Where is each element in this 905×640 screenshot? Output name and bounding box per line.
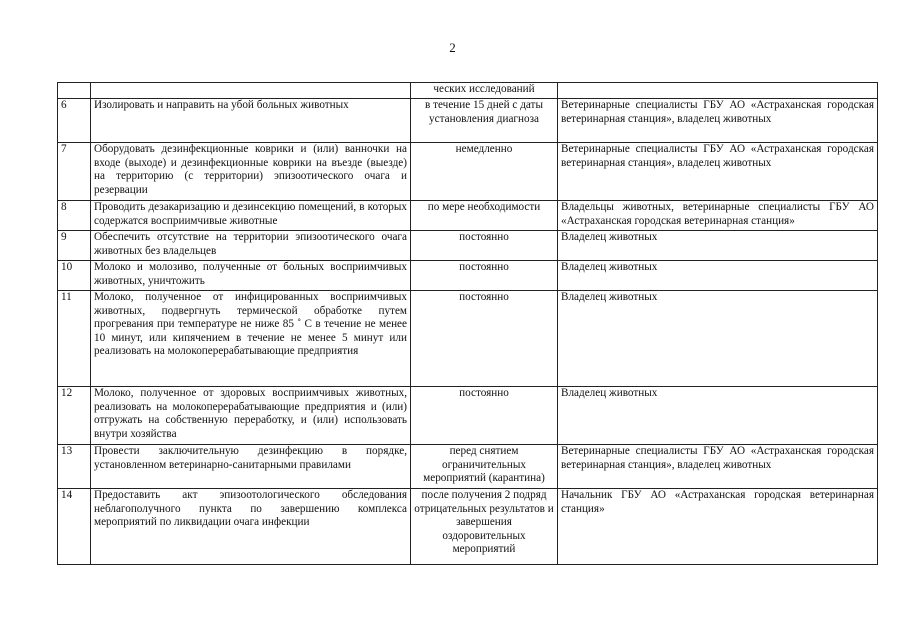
row-number: 9: [58, 231, 91, 261]
row-responsible: Ветеринарные специалисты ГБУ АО «Астраханская городская ветеринарная станция», владелец животных: [558, 99, 878, 143]
row-action: Молоко и молозиво, полученные от больных восприимчивых животных, уничтожить: [91, 261, 411, 291]
row-action: [91, 83, 411, 99]
row-term: постоянно: [411, 231, 558, 261]
row-responsible: Владелец животных: [558, 387, 878, 445]
row-number: 13: [58, 445, 91, 489]
row-term: постоянно: [411, 387, 558, 445]
row-action: Изолировать и направить на убой больных животных: [91, 99, 411, 143]
row-term: в течение 15 дней с даты установления диагноза: [411, 99, 558, 143]
row-term: постоянно: [411, 291, 558, 387]
row-responsible: [558, 83, 878, 99]
table-row: [58, 83, 878, 99]
row-responsible: Владельцы животных, ветеринарные специалисты ГБУ АО «Астраханская городская ветеринарная станция»: [558, 201, 878, 231]
table-row: [58, 201, 878, 231]
row-action: Проводить дезакаризацию и дезинсекцию помещений, в которых содержатся восприимчивые животные: [91, 201, 411, 231]
table-row: [58, 489, 878, 565]
row-responsible: Владелец животных: [558, 291, 878, 387]
row-number: 6: [58, 99, 91, 143]
row-number: [58, 83, 91, 99]
page-number: 2: [449, 40, 456, 55]
row-action: Молоко, полученное от инфицированных восприимчивых животных, подвергнуть термической обработке путем прогревания при температуре не ниже 85 ˚ С в течение не менее 10 минут, или кипячением в течение не менее 5 минут или реализовать на молокоперерабатывающие предприятия: [91, 291, 411, 387]
row-term: постоянно: [411, 261, 558, 291]
row-term: ческих исследований: [411, 83, 558, 99]
table-row: [58, 99, 878, 143]
row-term: по мере необходимости: [411, 201, 558, 231]
row-action: Оборудовать дезинфекционные коврики и (или) ванночки на входе (выходе) и дезинфекционные коврики на въезде (выезде) на территорию (с территории) эпизоотического очага и резервации: [91, 143, 411, 201]
table-row: [58, 387, 878, 445]
row-responsible: Владелец животных: [558, 231, 878, 261]
row-term: немедленно: [411, 143, 558, 201]
row-responsible: Ветеринарные специалисты ГБУ АО «Астраханская городская ветеринарная станция», владелец животных: [558, 143, 878, 201]
table-row: [58, 231, 878, 261]
row-responsible: Начальник ГБУ АО «Астраханская городская ветеринарная станция»: [558, 489, 878, 565]
table-row: [58, 261, 878, 291]
row-term: перед снятием ограничительных мероприятий (карантина): [411, 445, 558, 489]
row-term: после получения 2 подряд отрицательных результатов и завершения оздоровительных мероприятий: [411, 489, 558, 565]
row-number: 14: [58, 489, 91, 565]
table-row: [58, 143, 878, 201]
row-number: 7: [58, 143, 91, 201]
row-number: 8: [58, 201, 91, 231]
row-number: 10: [58, 261, 91, 291]
row-responsible: Ветеринарные специалисты ГБУ АО «Астраханская городская ветеринарная станция», владелец животных: [558, 445, 878, 489]
measures-table: [57, 82, 878, 565]
row-action: Провести заключительную дезинфекцию в порядке, установленном ветеринарно-санитарными правилами: [91, 445, 411, 489]
table-row: [58, 291, 878, 387]
table-row: [58, 445, 878, 489]
row-number: 11: [58, 291, 91, 387]
row-number: 12: [58, 387, 91, 445]
row-action: Молоко, полученное от здоровых восприимчивых животных, реализовать на молокоперерабатывающие предприятия и (или) отгружать на собственную переработку, и (или) использовать внутри хозяйства: [91, 387, 411, 445]
row-responsible: Владелец животных: [558, 261, 878, 291]
row-action: Обеспечить отсутствие на территории эпизоотического очага животных без владельцев: [91, 231, 411, 261]
row-action: Предоставить акт эпизоотологического обследования неблагополучного пункта по завершению комплекса мероприятий по ликвидации очага инфекции: [91, 489, 411, 565]
